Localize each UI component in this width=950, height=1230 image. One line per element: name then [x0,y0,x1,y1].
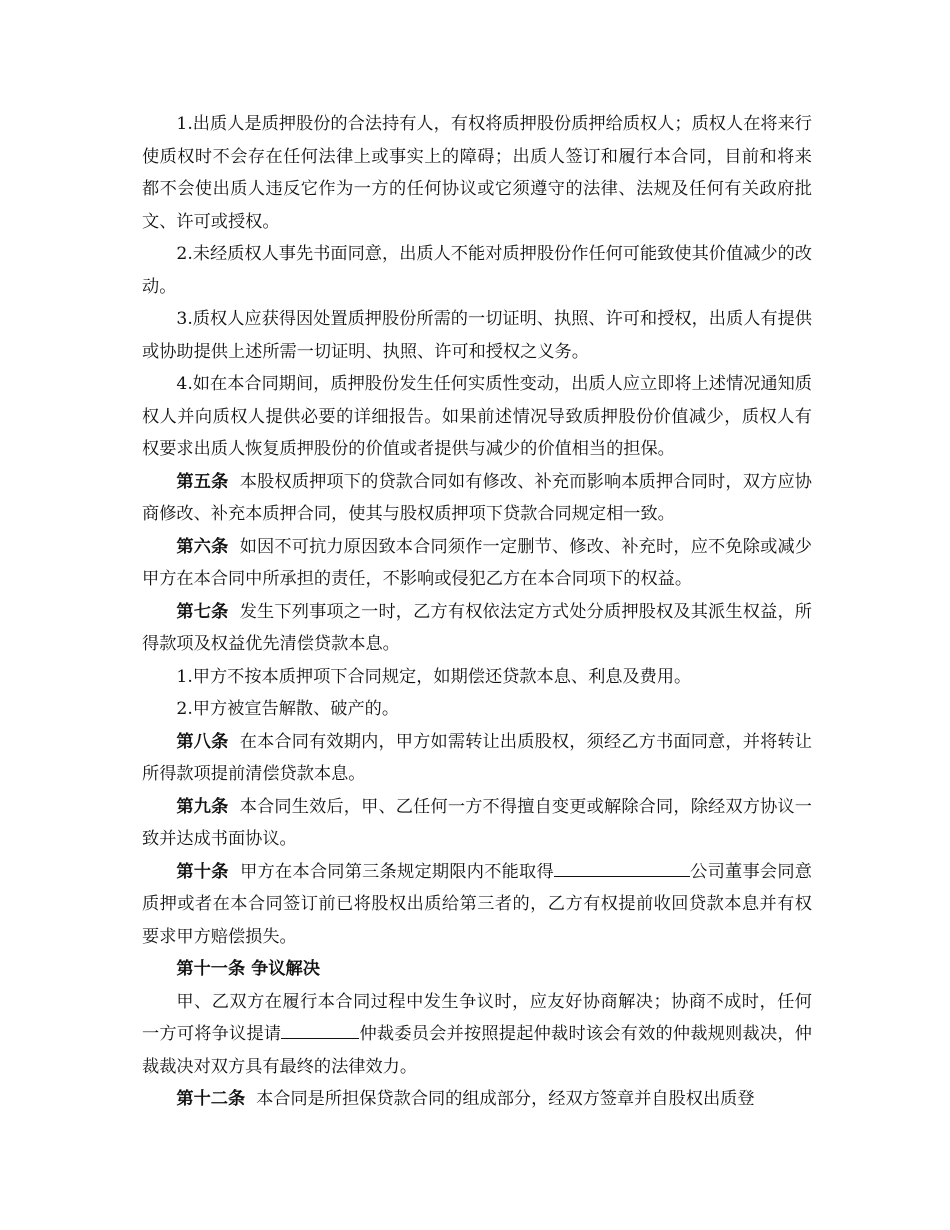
paragraph-text: 2.未经质权人事先书面同意，出质人不能对质押股份作任何可能致使其价值减少的改动。 [142,244,812,297]
clause-paragraph [142,661,812,694]
article-heading: 第九条 [176,796,229,817]
clause-paragraph [142,238,812,303]
article-heading: 第八条 [176,731,229,752]
paragraph-text: 1.甲方不按本质押项下合同规定，如期偿还贷款本息、利息及费用。 [176,666,692,687]
article-heading: 第五条 [176,471,229,492]
dispute-paragraph [142,986,812,1084]
article-heading: 第十条 [176,861,229,882]
article-text: 发生下列事项之一时，乙方有权依法定方式处分质押股权及其派生权益，所得款项及权益优先清偿贷款本息。 [142,601,812,654]
article-heading: 第六条 [176,536,229,557]
paragraph-text: 1.出质人是质押股份的合法持有人，有权将质押股份质押给质权人；质权人在将来行使质权时不会存在任何法律上或事实上的障碍；出质人签订和履行本合同，目前和将来都不会使出质人违反它作为一方的任何协议或它须遵守的法律、法规及任何有关政府批文、许可或授权。 [142,114,812,232]
article-heading: 第十二条 [176,1089,246,1109]
clause-paragraph [142,368,812,466]
article-text-before-blank: 甲方在本合同第三条规定期限内不能取得 [240,861,554,882]
article-heading: 第十一条 争议解决 [176,959,320,979]
paragraph-text-after-blank: 仲裁委员会并按照提起仲裁时该会有效的仲裁规则裁决，仲裁裁决对双方具有最终的法律效力。 [142,1024,812,1077]
article-text: 本股权质押项下的贷款合同如有修改、补充而影响本质押合同时，双方应协商修改、补充本质押合同，使其与股权质押项下贷款合同规定相一致。 [142,471,812,524]
article-text: 本合同生效后，甲、乙任何一方不得擅自变更或解除合同，除经双方协议一致并达成书面协议。 [142,796,812,849]
article-10 [142,856,812,954]
article-5 [142,466,812,531]
clause-paragraph [142,108,812,238]
paragraph-text: 3.质权人应获得因处置质押股份所需的一切证明、执照、许可和授权，出质人有提供或协助提供上述所需一切证明、执照、许可和授权之义务。 [142,309,812,362]
article-text: 在本合同有效期内，甲方如需转让出质股权，须经乙方书面同意，并将转让所得款项提前清偿贷款本息。 [142,731,812,784]
article-text: 如因不可抗力原因致本合同须作一定删节、修改、补充时，应不免除或减少甲方在本合同中所承担的责任，不影响或侵犯乙方在本合同项下的权益。 [142,536,812,589]
clause-paragraph [142,303,812,368]
article-9 [142,791,812,856]
paragraph-text-before-blank: 甲、乙双方在履行本合同过程中发生争议时，应友好协商解决；协商不成时，任何一方可将争议提请 [142,991,812,1044]
clause-paragraph [142,693,812,726]
article-text-after-blank: 公司董事会同意质押或者在本合同签订前已将股权出质给第三者的，乙方有权提前收回贷款本息并有权要求甲方赔偿损失。 [142,861,812,947]
document-page [142,108,812,1116]
article-8 [142,726,812,791]
article-text: 本合同是所担保贷款合同的组成部分，经双方签章并自股权出质登 [256,1089,755,1109]
article-6 [142,531,812,596]
paragraph-text: 2.甲方被宣告解散、破产的。 [176,699,400,719]
paragraph-text: 4.如在本合同期间，质押股份发生任何实质性变动，出质人应立即将上述情况通知质权人并向质权人提供必要的详细报告。如果前述情况导致质押股份价值减少，质权人有权要求出质人恢复质押股份的价值或者提供与减少的价值相当的担保。 [142,374,812,459]
article-11 [142,953,812,986]
article-7 [142,596,812,661]
article-12 [142,1083,812,1116]
article-heading: 第七条 [176,601,229,622]
company-name-blank [554,856,690,877]
arbitration-committee-blank [281,1018,359,1039]
